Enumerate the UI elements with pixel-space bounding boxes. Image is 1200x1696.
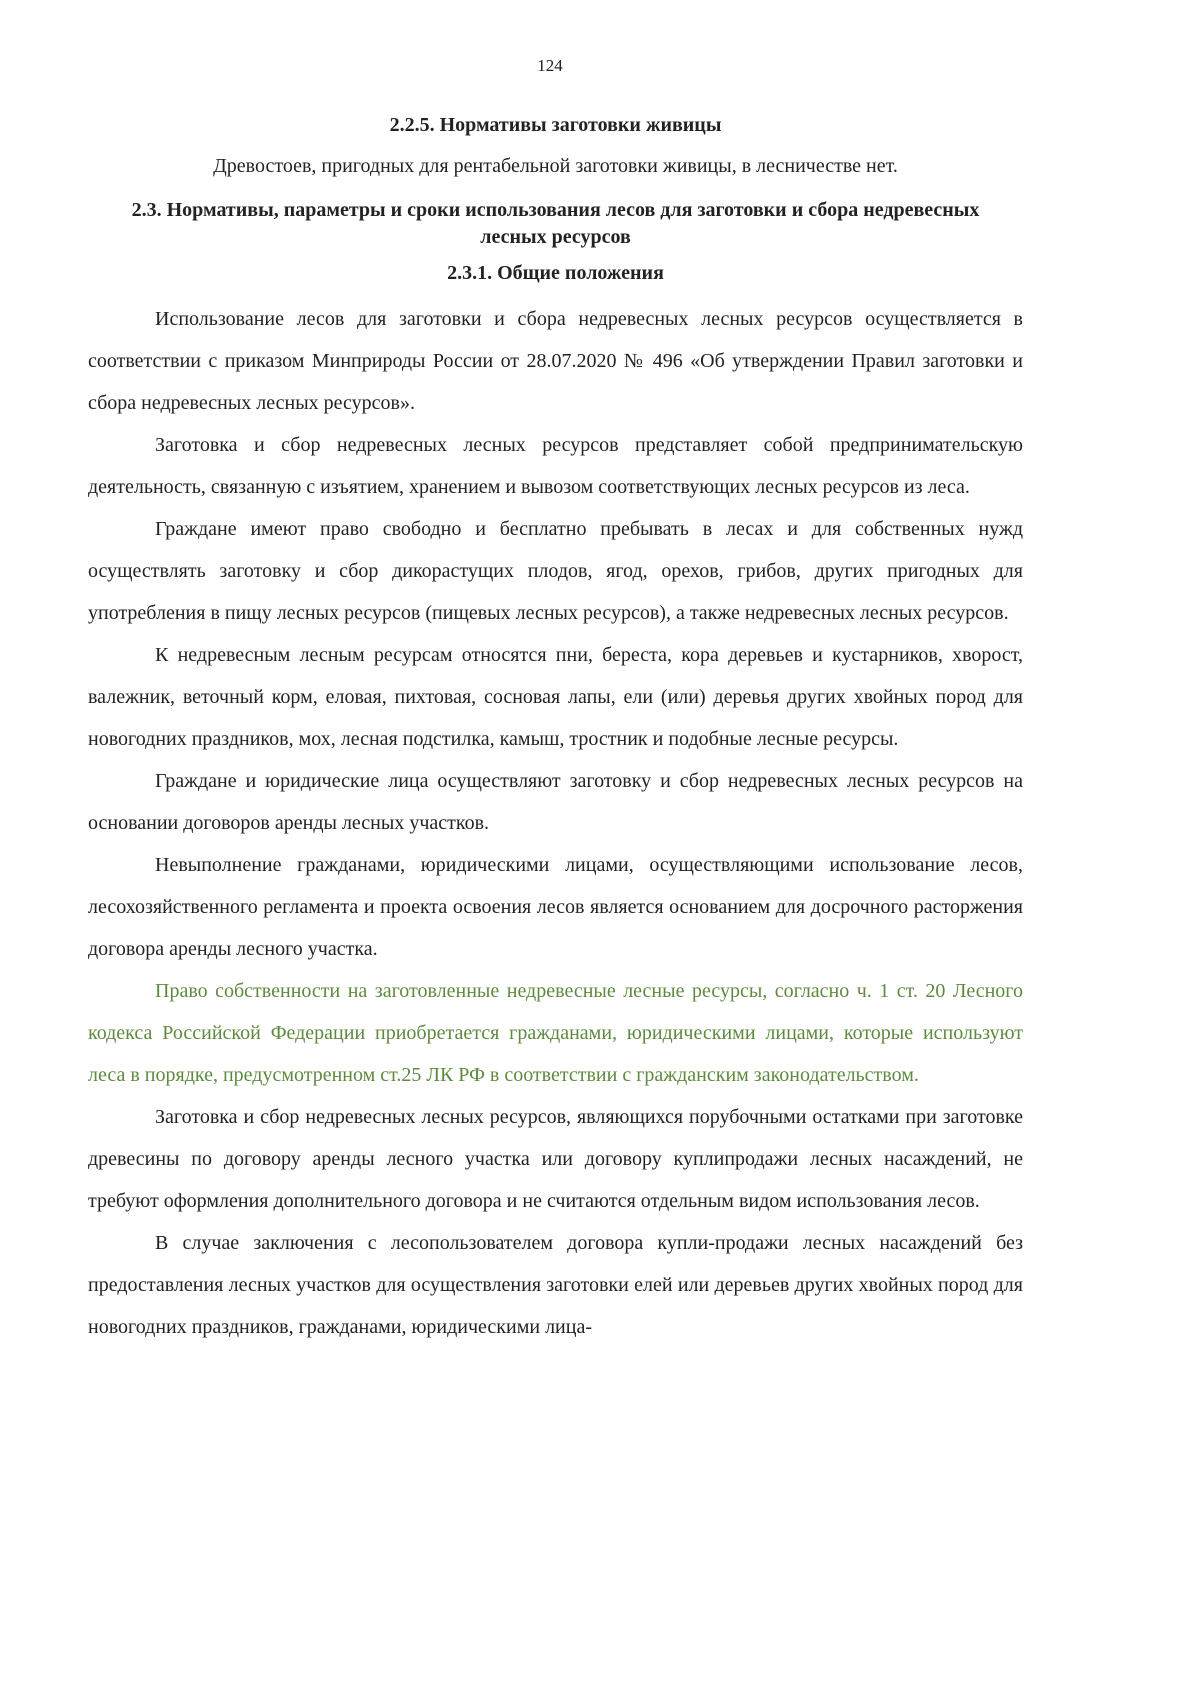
page-content — [88, 112, 1023, 1348]
paragraph-9: В случае заключения с лесопользователем договора купли-продажи лесных насаждений без предоставления лесных участков для осуществления заготовки елей или деревьев других хвойных пород для новогодних праздников, гражданами, юридическими лица- — [88, 1232, 1023, 1338]
paragraph-5: Граждане и юридические лица осуществляют заготовку и сбор недревесных лесных ресурсов на основании договоров аренды лесных участков. — [88, 770, 1023, 834]
paragraph-7-highlighted: Право собственности на заготовленные недревесные лесные ресурсы, согласно ч. 1 ст. 20 Лесного кодекса Российской Федерации приобретается гражданами, юридическими лицами, которые используют леса в порядке, предусмотренном ст.25 ЛК РФ в соответствии с гражданским законодательством. — [88, 980, 1023, 1086]
paragraph-1: Использование лесов для заготовки и сбора недревесных лесных ресурсов осуществляется в соответствии с приказом Минприроды России от 28.07.2020 № 496 «Об утверждении Правил заготовки и сбора недревесных лесных ресурсов». — [88, 308, 1023, 414]
section-2-2-5-text: Древостоев, пригодных для рентабельной заготовки живицы, в лесничестве нет. — [213, 155, 898, 177]
paragraph-3: Граждане имеют право свободно и бесплатно пребывать в лесах и для собственных нужд осуществлять заготовку и сбор дикорастущих плодов, ягод, орехов, грибов, других пригодных для употребления в пищу лесных ресурсов (пищевых лесных ресурсов), а также недревесных лесных ресурсов. — [88, 518, 1023, 624]
paragraph-4: К недревесным лесным ресурсам относятся пни, береста, кора деревьев и кустарников, хворост, валежник, веточный корм, еловая, пихтовая, сосновая лапы, ели (или) деревья других хвойных пород для новогодних праздников, мох, лесная подстилка, камыш, тростник и подобные лесные ресурсы. — [88, 644, 1023, 750]
paragraph-6: Невыполнение гражданами, юридическими лицами, осуществляющими использование лесов, лесохозяйственного регламента и проекта освоения лесов является основанием для досрочного расторжения договора аренды лесного участка. — [88, 854, 1023, 960]
paragraph-8: Заготовка и сбор недревесных лесных ресурсов, являющихся порубочными остатками при заготовке древесины по договору аренды лесного участка или договору куплипродажи лесных насаждений, не требуют оформления дополнительного договора и не считаются отдельным видом использования лесов. — [88, 1106, 1023, 1212]
page-number: 124 — [537, 56, 563, 75]
paragraph-2: Заготовка и сбор недревесных лесных ресурсов представляет собой предпринимательскую деятельность, связанную с изъятием, хранением и вывозом соответствующих лесных ресурсов из леса. — [88, 434, 1023, 498]
section-heading-2-2-5: 2.2.5. Нормативы заготовки живицы — [389, 114, 722, 136]
section-heading-2-3: 2.3. Нормативы, параметры и сроки использования лесов для заготовки и сбора недревесных лесных ресурсов — [131, 199, 980, 248]
section-heading-2-3-1: 2.3.1. Общие положения — [447, 262, 664, 284]
